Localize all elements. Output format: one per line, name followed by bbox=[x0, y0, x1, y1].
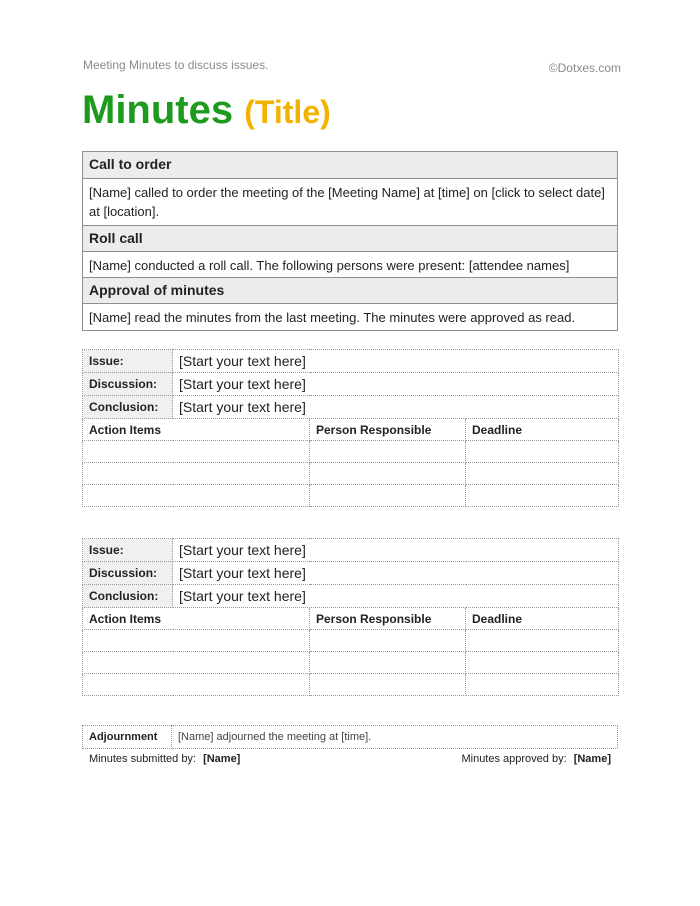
issue-label: Issue: bbox=[83, 539, 173, 562]
deadline-cell[interactable] bbox=[466, 630, 619, 652]
call-to-order-heading: Call to order bbox=[83, 152, 617, 179]
roll-call-text[interactable]: [Name] conducted a roll call. The following persons were present: [attendee names] bbox=[83, 252, 617, 278]
approved-name[interactable]: [Name] bbox=[573, 753, 611, 765]
submitted-label: Minutes submitted by: bbox=[89, 753, 196, 765]
adjournment-label: Adjournment bbox=[83, 726, 172, 749]
minutes-submitted bbox=[89, 753, 240, 765]
action-item-cell[interactable] bbox=[83, 441, 310, 463]
person-cell[interactable] bbox=[310, 463, 466, 485]
conclusion-label: Conclusion: bbox=[83, 396, 173, 419]
header-subtitle: Meeting Minutes to discuss issues. bbox=[83, 58, 269, 72]
approval-text[interactable]: [Name] read the minutes from the last meeting. The minutes were approved as read. bbox=[89, 310, 576, 325]
submitted-name[interactable]: [Name] bbox=[203, 753, 241, 765]
conclusion-label: Conclusion: bbox=[83, 585, 173, 608]
call-to-order-text[interactable]: [Name] called to order the meeting of the [Meeting Name] at [time] on [click to select date] at [location]. bbox=[83, 179, 617, 226]
action-item-cell[interactable] bbox=[83, 674, 310, 696]
person-cell[interactable] bbox=[310, 652, 466, 674]
approved-label: Minutes approved by: bbox=[461, 753, 567, 765]
action-row bbox=[83, 485, 619, 507]
person-cell[interactable] bbox=[310, 630, 466, 652]
person-cell[interactable] bbox=[310, 485, 466, 507]
discussion-label: Discussion: bbox=[83, 373, 173, 396]
approval-heading: Approval of minutes bbox=[83, 278, 617, 304]
title-placeholder[interactable]: (Title) bbox=[244, 94, 331, 130]
action-row bbox=[83, 463, 619, 485]
action-item-cell[interactable] bbox=[83, 463, 310, 485]
conclusion-field[interactable]: [Start your text here] bbox=[173, 585, 619, 608]
action-items-header: Action Items bbox=[83, 419, 310, 441]
deadline-cell[interactable] bbox=[466, 652, 619, 674]
deadline-header: Deadline bbox=[466, 608, 619, 630]
action-row bbox=[83, 630, 619, 652]
issue-block-2 bbox=[82, 538, 619, 696]
person-responsible-header: Person Responsible bbox=[310, 608, 466, 630]
person-responsible-header: Person Responsible bbox=[310, 419, 466, 441]
deadline-cell[interactable] bbox=[466, 463, 619, 485]
person-cell[interactable] bbox=[310, 441, 466, 463]
minutes-approved bbox=[461, 753, 611, 765]
conclusion-field[interactable]: [Start your text here] bbox=[173, 396, 619, 419]
discussion-field[interactable]: [Start your text here] bbox=[173, 562, 619, 585]
discussion-label: Discussion: bbox=[83, 562, 173, 585]
adjournment-text[interactable]: [Name] adjourned the meeting at [time]. bbox=[172, 726, 618, 749]
action-row bbox=[83, 652, 619, 674]
action-item-cell[interactable] bbox=[83, 485, 310, 507]
discussion-field[interactable]: [Start your text here] bbox=[173, 373, 619, 396]
action-item-cell[interactable] bbox=[83, 652, 310, 674]
action-row bbox=[83, 441, 619, 463]
title-main: Minutes bbox=[82, 88, 234, 132]
action-item-cell[interactable] bbox=[83, 630, 310, 652]
action-items-header: Action Items bbox=[83, 608, 310, 630]
action-row bbox=[83, 674, 619, 696]
issue-label: Issue: bbox=[83, 350, 173, 373]
roll-call-heading: Roll call bbox=[83, 226, 617, 252]
deadline-cell[interactable] bbox=[466, 441, 619, 463]
page-title bbox=[82, 86, 331, 136]
issue-field[interactable]: [Start your text here] bbox=[173, 539, 619, 562]
deadline-header: Deadline bbox=[466, 419, 619, 441]
deadline-cell[interactable] bbox=[466, 674, 619, 696]
header-credit: ©Dotxes.com bbox=[548, 61, 621, 75]
adjournment-table bbox=[82, 725, 618, 749]
agenda-table bbox=[82, 151, 618, 331]
person-cell[interactable] bbox=[310, 674, 466, 696]
issue-field[interactable]: [Start your text here] bbox=[173, 350, 619, 373]
deadline-cell[interactable] bbox=[466, 485, 619, 507]
issue-block-1 bbox=[82, 349, 619, 507]
